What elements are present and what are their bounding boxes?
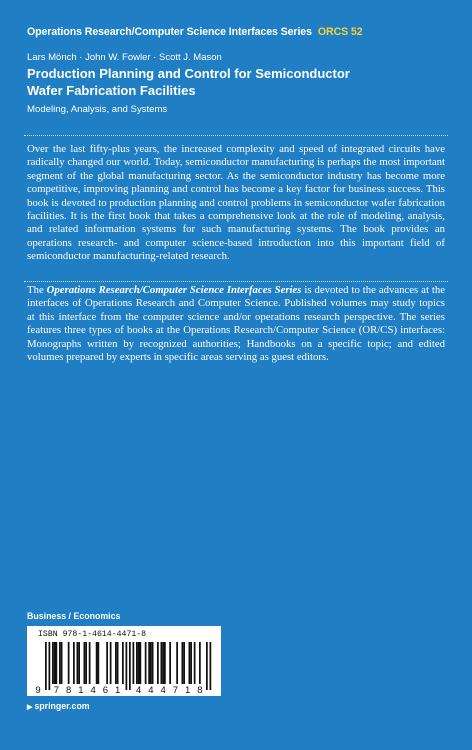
series-description-prefix: The xyxy=(27,284,44,296)
barcode-bar xyxy=(157,642,159,684)
barcode-bar xyxy=(148,642,150,684)
barcode-digit: 4 xyxy=(160,685,166,696)
barcode-digit: 1 xyxy=(78,685,84,696)
series-description-body: is devoted to the advances at the interfaces of Operations Research and Computer Science. Published volumes may study topics at this interface from the computer science and/or operations research perspective. The series features three types of books at the Operations Research/Computer Science (OR/CS) interfaces: Monographs written by recognized authorities; Handbooks on a specific topic; and edited volumes prepared by experts in specific areas serving as guest editors. xyxy=(27,284,446,364)
barcode-bar xyxy=(176,642,178,684)
barcode-digit: 4 xyxy=(135,685,142,696)
barcode-digit: 7 xyxy=(172,685,179,696)
barcode-digit: 7 xyxy=(53,685,60,696)
barcode-bar xyxy=(115,642,117,684)
barcode-bar xyxy=(56,642,58,684)
barcode-bar xyxy=(199,642,201,684)
barcode-bar xyxy=(89,642,91,684)
barcode-digit: 8 xyxy=(197,685,203,696)
barcode-bar xyxy=(152,642,154,684)
barcode-bar xyxy=(150,642,152,684)
publisher-link[interactable] xyxy=(27,701,90,711)
barcode-digit: 6 xyxy=(102,685,109,696)
barcode-bar xyxy=(140,642,142,684)
barcode-bar xyxy=(59,642,61,684)
barcode-bar xyxy=(96,642,98,684)
barcode-bar xyxy=(145,642,147,684)
barcode-digit: 8 xyxy=(65,685,72,696)
barcode-bar xyxy=(73,642,75,684)
barcode-bar xyxy=(182,642,184,684)
barcode-digit: 1 xyxy=(114,685,121,696)
barcode-digit: 4 xyxy=(90,685,96,696)
barcode-bar xyxy=(61,642,63,684)
barcode-box xyxy=(27,626,221,696)
book-authors: Lars Mönch · John W. Fowler · Scott J. Mason xyxy=(27,52,222,63)
barcode-bar xyxy=(68,642,70,684)
barcode-bar xyxy=(45,642,47,690)
barcode-bar xyxy=(110,642,112,684)
barcode-bar xyxy=(169,642,171,684)
book-blurb: Over the last fifty-plus years, the increased complexity and speed of integrated circuits have radically changed our world. Today, semiconductor manufacturing is perhaps the most important segment of the global manufacturing sector. As the semiconductor industry has become more competitive, improving planning and control has become a key factor for business success. This book is devoted to production planning and control problems in semiconductor wafer fabrication facilities. It is the first book that takes a comprehensive look at the role of modeling, analysis, and related information systems for such manufacturing systems. The book provides an operations research- and computer science-based introduction into this important field of semiconductor manufacturing-related research. xyxy=(27,143,445,263)
book-title xyxy=(27,65,447,99)
barcode-digits xyxy=(35,685,202,696)
barcode-bar xyxy=(117,642,119,684)
barcode-bar xyxy=(85,642,87,684)
barcode-bars xyxy=(45,642,211,690)
barcode-bar xyxy=(133,642,135,684)
barcode-bar xyxy=(98,642,100,684)
arrow-icon: ▶ xyxy=(27,704,33,711)
middle-divider xyxy=(24,281,448,282)
series-number: ORCS 52 xyxy=(317,26,363,38)
barcode-bar xyxy=(126,642,128,690)
barcode-bar xyxy=(54,642,56,684)
barcode-bar xyxy=(78,642,80,684)
book-title-line-1: Production Planning and Control for Semiconductor xyxy=(27,66,350,81)
series-description xyxy=(27,284,445,364)
barcode-bar xyxy=(161,642,163,684)
barcode-digit: 1 xyxy=(184,685,191,696)
barcode-bar xyxy=(190,642,192,684)
barcode-bar xyxy=(52,642,54,684)
barcode-bar xyxy=(210,642,212,690)
barcode-bar xyxy=(206,642,208,690)
barcode-bar xyxy=(162,642,164,684)
barcode-bar xyxy=(189,642,191,684)
barcode-bar xyxy=(84,642,86,684)
top-divider xyxy=(24,135,448,136)
series-header xyxy=(27,26,447,38)
barcode-image xyxy=(27,626,221,696)
subject-category: Business / Economics xyxy=(27,611,121,621)
series-description-name: Operations Research/Computer Science Interfaces Series xyxy=(46,284,302,296)
isbn-label: ISBN 978-1-4614-4471-8 xyxy=(38,630,147,639)
book-title-line-2: Wafer Fabrication Facilities xyxy=(27,83,196,98)
publisher-url: springer.com xyxy=(34,701,90,711)
barcode-bar xyxy=(138,642,140,684)
book-subtitle: Modeling, Analysis, and Systems xyxy=(27,104,168,115)
barcode-bar xyxy=(164,642,166,684)
barcode-digit: 4 xyxy=(148,685,154,696)
barcode-bar xyxy=(106,642,108,684)
barcode-digit: 9 xyxy=(35,685,41,696)
barcode-bar xyxy=(136,642,138,684)
barcode-bar xyxy=(194,642,196,684)
barcode-bar xyxy=(49,642,51,690)
barcode-bar xyxy=(122,642,124,684)
barcode-bar xyxy=(129,642,131,690)
series-title: Operations Research/Computer Science Interfaces Series xyxy=(27,26,312,38)
barcode-bar xyxy=(183,642,185,684)
barcode-bar xyxy=(77,642,79,684)
